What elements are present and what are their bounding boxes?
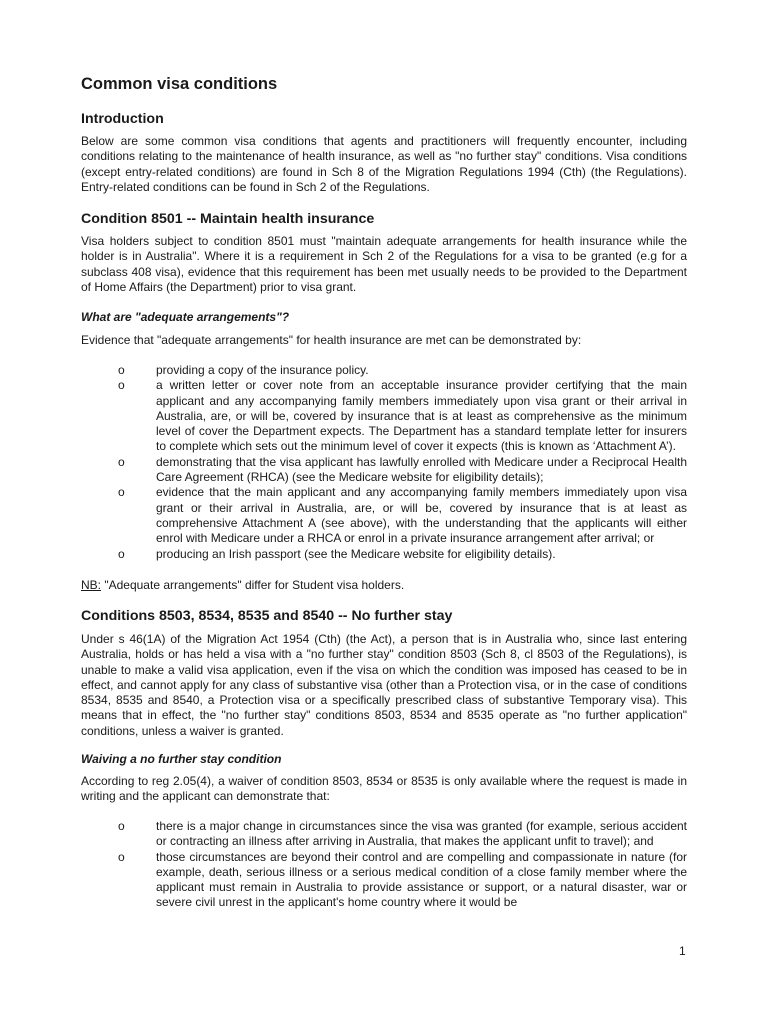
list-item-text: producing an Irish passport (see the Medicare website for eligibility details). <box>156 546 556 561</box>
list-item-text: a written letter or cover note from an acceptable insurance provider certifying that the main applicant and any accompanying family members immediately upon visa grant or their arrival in Australia, are, or will be, covered by insurance that is at least as comprehensive as the minimum level of cover the Department expects. The Department has a standard template letter for insurers to complete which sets out the minimum level of cover it expects (this is known as ‘Attachment A’). <box>156 378 687 454</box>
list-item <box>81 455 687 486</box>
adequate-arrangements-lead: Evidence that "adequate arrangements" for health insurance are met can be demonstrated by: <box>81 333 582 347</box>
bullet-marker: o <box>118 849 125 864</box>
list-item-text: evidence that the main applicant and any accompanying family members immediately upon visa grant or their arrival in Australia, are, or will be, covered by insurance that is at least as comprehensive Attachment A (see above), with the understanding that the applicants will either enrol with Medicare under a RHCA or enrol in a private insurance arrangement after arrival; or <box>156 485 687 546</box>
page-number: 1 <box>679 944 686 958</box>
list-item <box>81 378 687 454</box>
document-title: Common visa conditions <box>81 75 278 93</box>
adequate-arrangements-list <box>81 363 687 562</box>
list-item <box>81 850 687 911</box>
adequate-arrangements-subheading: What are "adequate arrangements"? <box>81 310 290 324</box>
list-item <box>81 547 687 562</box>
bullet-marker: o <box>118 363 125 377</box>
list-item-text: providing a copy of the insurance policy. <box>156 363 369 377</box>
intro-heading: Introduction <box>81 111 164 127</box>
condition-8501-paragraph: Visa holders subject to condition 8501 must "maintain adequate arrangements for health insurance while the holder is in Australia". Where it is a requirement in Sch 2 of the Regulations for a visa to be granted (e.g for a subclass 408 visa), evidence that this requirement has been met usually needs to be provided to the Department of Home Affairs (the Department) prior to visa grant. <box>81 234 687 294</box>
no-further-stay-heading: Conditions 8503, 8534, 8535 and 8540 -- No further stay <box>81 608 453 624</box>
list-item <box>81 485 687 546</box>
bullet-marker: o <box>118 378 125 393</box>
intro-paragraph: Below are some common visa conditions that agents and practitioners will frequently encounter, including conditions relating to the maintenance of health insurance, as well as "no further stay" conditions. Visa conditions (except entry-related conditions) are found in Sch 8 of the Migration Regulations 1994 (Cth) (the Regulations). Entry-related conditions can be found in Sch 2 of the Regulations. <box>81 134 687 194</box>
bullet-marker: o <box>118 819 125 833</box>
note-text: "Adequate arrangements" differ for Student visa holders. <box>101 578 405 592</box>
waiver-subheading: Waiving a no further stay condition <box>81 752 282 766</box>
list-item <box>81 819 687 850</box>
condition-8501-heading: Condition 8501 -- Maintain health insurance <box>81 211 375 227</box>
bullet-marker: o <box>118 485 125 500</box>
list-item <box>81 363 687 378</box>
list-item-text: there is a major change in circumstances since the visa was granted (for example, serious accident or contracting an illness after arriving in Australia, that makes the applicant unfit to travel); and <box>156 819 687 849</box>
list-item-text: demonstrating that the visa applicant has lawfully enrolled with Medicare under a Reciprocal Health Care Agreement (RHCA) (see the Medicare website for eligibility details); <box>156 454 687 485</box>
waiver-list <box>81 819 687 911</box>
waiver-paragraph: According to reg 2.05(4), a waiver of condition 8503, 8534 or 8535 is only available where the request is made in writing and the applicant can demonstrate that: <box>81 774 687 804</box>
student-visa-note <box>81 578 404 593</box>
note-label: NB: <box>81 578 102 592</box>
no-further-stay-paragraph: Under s 46(1A) of the Migration Act 1954 (Cth) (the Act), a person that is in Australia who, since last entering Australia, holds or has held a visa with a "no further stay" condition 8503 (Sch 8, cl 8503 of the Regulations), is unable to make a valid visa application, even if the visa on which the condition was imposed has ceased to be in effect, and cannot apply for any class of substantive visa (other than a Protection visa, or in the case of conditions 8534, 8535 and 8540, a Protection visa or a specifically prescribed class of substantive Temporary visa). This means that in effect, the "no further stay" conditions 8503, 8534 and 8535 operate as "no further application" conditions, unless a waiver is granted. <box>81 632 687 738</box>
list-item-text: those circumstances are beyond their control and are compelling and compassionate in nature (for example, death, serious illness or a serious medical condition of a close family member where the applicant must remain in Australia to provide assistance or support, or a natural disaster, war or severe civil unrest in the applicant's home country where it would be <box>156 849 687 910</box>
bullet-marker: o <box>118 546 125 561</box>
bullet-marker: o <box>118 454 125 469</box>
